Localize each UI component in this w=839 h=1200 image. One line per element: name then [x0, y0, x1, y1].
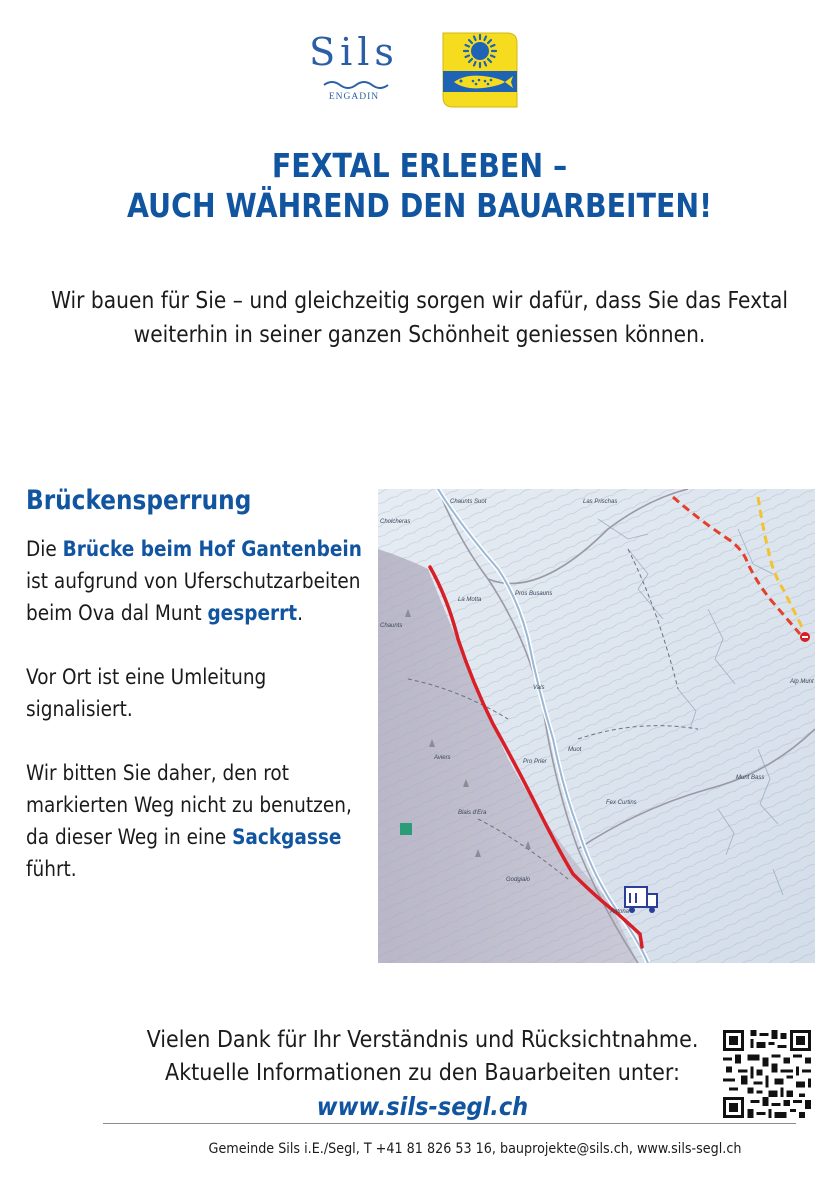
text: da dieser Weg in eine: [26, 825, 233, 850]
text: beim Ova dal Munt: [26, 601, 208, 626]
text: Wir bitten Sie daher, den rot: [26, 761, 289, 786]
map-label: Fex Curtins: [606, 800, 637, 806]
highlight-bridge: Brücke beim Hof Gantenbein: [62, 537, 362, 562]
info-marker-icon: [400, 823, 412, 835]
footer-divider: [103, 1123, 796, 1124]
map-label: Chaunts: [380, 623, 403, 629]
map-label: La Motta: [458, 597, 482, 603]
intro-line-2: weiterhin in seiner ganzen Schönheit geniessen können.: [133, 322, 706, 348]
text: .: [297, 601, 303, 626]
sils-engadin-logo: [302, 30, 406, 110]
map-label: Antona: [610, 909, 630, 915]
thanks-line-1: Vielen Dank für Ihr Verständnis und Rücksichtnahme.: [146, 1027, 699, 1053]
footer-thanks: [114, 1024, 731, 1125]
title-line-1: FEXTAL ERLEBEN –: [271, 146, 568, 185]
route-map: [378, 489, 815, 963]
map-label: Munt Bass: [736, 775, 765, 781]
text: Die: [26, 537, 63, 562]
intro-text: [50, 284, 788, 352]
map-label: Alp Munt: [790, 679, 814, 685]
highlight-dead-end: Sackgasse: [232, 825, 342, 850]
text: führt.: [26, 857, 77, 882]
text: ist aufgrund von Uferschutzarbeiten: [26, 569, 361, 594]
map-label: Las Prischas: [583, 499, 618, 505]
paragraph-closure: [26, 534, 387, 630]
text: Vor Ort ist eine Umleitung: [26, 665, 267, 690]
logo-wordmark: Sils: [309, 30, 399, 74]
logo-subtitle: ENGADIN: [328, 92, 380, 102]
paragraph-detour: [26, 662, 387, 726]
map-label: Vals: [533, 685, 545, 691]
closure-info-column: [26, 485, 387, 918]
map-label: Chaunts Suot: [450, 499, 487, 505]
map-label: Godgialo: [506, 877, 531, 883]
map-label: Cholcheras: [380, 519, 411, 525]
text: signalisiert.: [26, 697, 133, 722]
map-label: Pro Prier: [523, 759, 547, 765]
map-label: Aviers: [434, 755, 451, 761]
thanks-line-2: Aktuelle Informationen zu den Bauarbeiten unter:: [165, 1060, 680, 1086]
map-label: Pros Busauns: [515, 591, 553, 597]
website-link[interactable]: www.sils-segl.ch: [316, 1092, 529, 1121]
map-label: Muot: [568, 747, 582, 753]
highlight-closed: gesperrt: [207, 601, 298, 626]
contact-line: Gemeinde Sils i.E./Segl, T +41 81 826 53 16, bauprojekte@sils.ch, www.sils-segl.ch: [208, 1141, 742, 1157]
coat-of-arms-icon: [441, 31, 519, 109]
map-label: Blais d'Era: [458, 810, 487, 816]
intro-line-1: Wir bauen für Sie – und gleichzeitig sorgen wir dafür, dass Sie das Fextal: [50, 288, 789, 314]
logo-wave-icon: [322, 78, 392, 92]
qr-code-icon[interactable]: [723, 1030, 811, 1118]
page-title: [59, 146, 781, 226]
paragraph-request: [26, 758, 387, 886]
title-line-2: AUCH WÄHREND DEN BAUARBEITEN!: [126, 186, 713, 225]
section-heading: Brückensperrung: [26, 485, 252, 516]
text: markierten Weg nicht zu benutzen,: [26, 793, 352, 818]
